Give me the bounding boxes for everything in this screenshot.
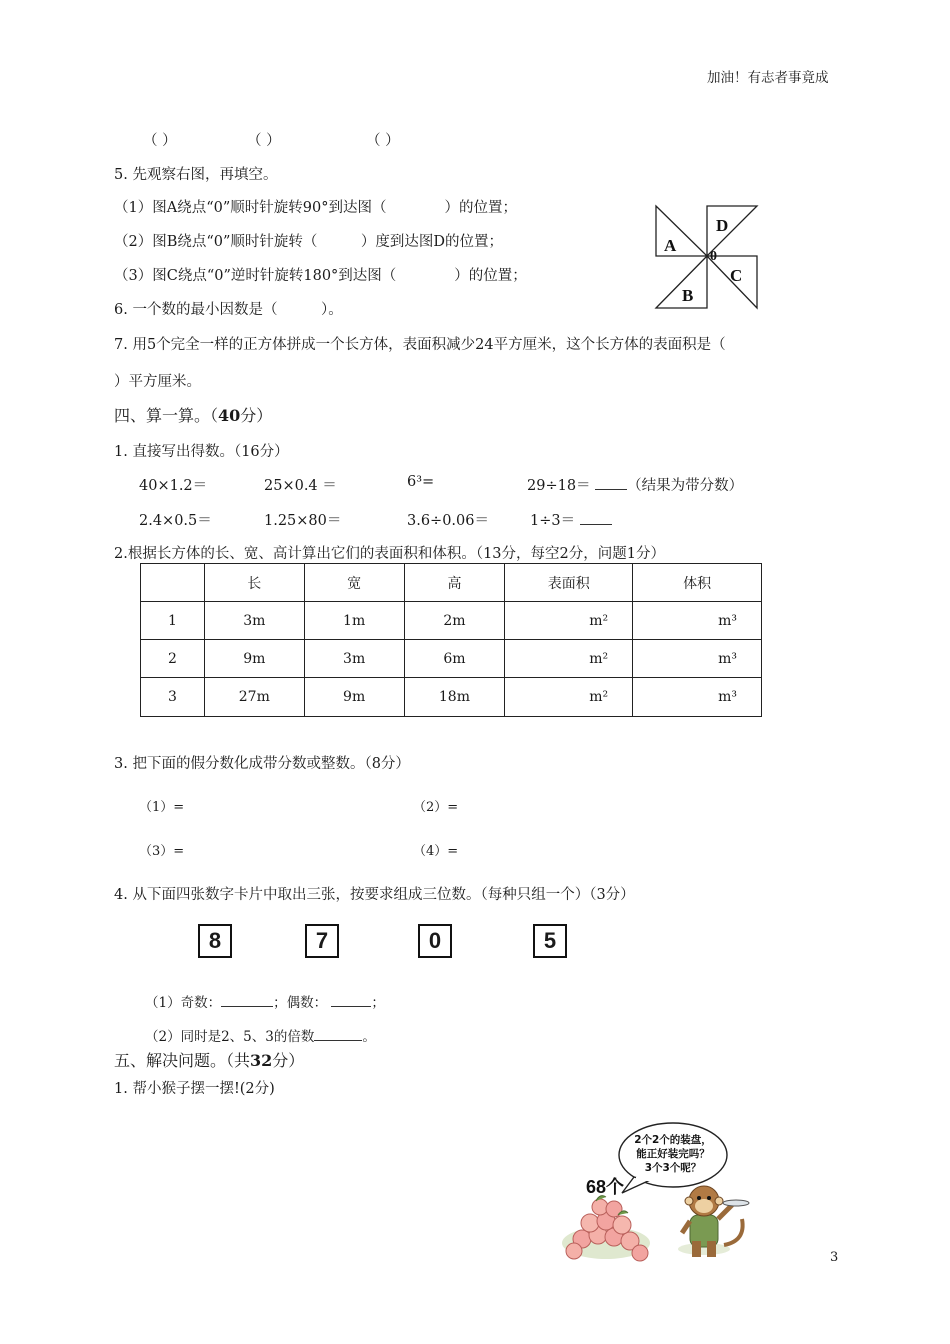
page-number: 3 <box>830 1250 839 1265</box>
row-index: 3 <box>141 678 205 717</box>
cuboid-table <box>140 563 762 717</box>
cuboid-title: 2.根据长方体的长、宽、高计算出它们的表面积和体积。（13分，每空2分，问题1分） <box>114 546 665 562</box>
surface-area-cell: m² <box>505 678 633 717</box>
odd-number-blank <box>221 994 273 1007</box>
multiple-blank <box>314 1028 362 1041</box>
header-cell: 宽 <box>304 564 404 602</box>
label-b: B <box>682 286 694 305</box>
table-row <box>141 640 762 678</box>
q6-text: 6. 一个数的最小因数是（ ）。 <box>114 302 343 318</box>
monkey-illustration <box>556 1115 766 1275</box>
cards-line-2: （2）同时是2、5、3的倍数 。 <box>145 1029 376 1045</box>
label-center: 0 <box>710 249 717 264</box>
calc-r1-4: 29÷18＝ （结果为带分数） <box>527 478 744 494</box>
q5-item-1: （1）图A绕点“0”顺时针旋转90°到达图（ ）的位置； <box>114 200 517 216</box>
calc-r2-1: 2.4×0.5＝ <box>139 513 212 529</box>
header-cell: 长 <box>204 564 304 602</box>
surface-area-cell: m² <box>505 602 633 640</box>
table-header-row <box>141 564 762 602</box>
row-index: 2 <box>141 640 205 678</box>
calc-r1-2: 25×0.4 ＝ <box>264 478 337 494</box>
height-cell: 6m <box>404 640 505 678</box>
volume-cell: m³ <box>633 640 762 678</box>
fraction-item-2: （2）= <box>413 800 459 815</box>
calc-title: 1. 直接写出得数。（16分） <box>114 444 289 460</box>
bubble-line-3: 3个3个呢？ <box>644 1162 702 1174</box>
peach-pile <box>562 1196 650 1261</box>
answer-parens-2: （ ） <box>247 133 281 149</box>
surface-area-cell: m² <box>505 640 633 678</box>
cards-title: 4. 从下面四张数字卡片中取出三张，按要求组成三位数。（每种只组一个）（3分） <box>114 887 635 903</box>
pinwheel-figure <box>654 204 760 312</box>
header-cell: 体积 <box>633 564 762 602</box>
digit-card-7: 7 <box>305 924 339 958</box>
q5-title: 5. 先观察右图，再填空。 <box>114 167 278 183</box>
section-5-title: 五、解决问题。（共32分） <box>114 1051 305 1070</box>
length-cell: 9m <box>204 640 304 678</box>
q7-line1: 7. 用5个完全一样的正方体拼成一个长方体，表面积减少24平方厘米，这个长方体的表面积是（ <box>114 337 726 353</box>
row-index: 1 <box>141 602 205 640</box>
header-cell: 高 <box>404 564 505 602</box>
peach-count: 68个 <box>586 1177 625 1197</box>
width-cell: 9m <box>304 678 404 717</box>
calc-r2-3: 3.6÷0.06＝ <box>407 513 489 529</box>
volume-cell: m³ <box>633 602 762 640</box>
table-row <box>141 678 762 717</box>
height-cell: 18m <box>404 678 505 717</box>
label-a: A <box>664 236 677 255</box>
calc-r2-4: 1÷3＝ <box>530 509 612 530</box>
fraction-item-4: （4）= <box>413 844 459 859</box>
height-cell: 2m <box>404 602 505 640</box>
header-cell: 表面积 <box>505 564 633 602</box>
digit-card-0: 0 <box>418 924 452 958</box>
q5-item-2: （2）图B绕点“0”顺时针旋转（ ）度到达图D的位置； <box>114 234 504 250</box>
bubble-line-1: 2个2个的装盘， <box>634 1134 712 1146</box>
monkey-figure <box>678 1186 749 1257</box>
width-cell: 1m <box>304 602 404 640</box>
fraction-item-1: （1）= <box>139 800 185 815</box>
width-cell: 3m <box>304 640 404 678</box>
answer-parens-1: （ ） <box>143 133 177 149</box>
label-d: D <box>716 216 729 235</box>
bubble-line-2: 能正好装完吗？ <box>636 1148 710 1160</box>
cards-line-1: （1）奇数： ；偶数： ； <box>145 995 385 1011</box>
monkey-question-title: 1. 帮小猴子摆一摆!(2分) <box>114 1081 275 1097</box>
fraction-blank <box>580 512 612 525</box>
volume-cell: m³ <box>633 678 762 717</box>
section-4-title: 四、算一算。（40分） <box>114 406 273 425</box>
label-c: C <box>730 266 743 285</box>
fractions-title: 3. 把下面的假分数化成带分数或整数。（8分） <box>114 756 410 772</box>
answer-parens-3: （ ） <box>366 133 400 149</box>
length-cell: 27m <box>204 678 304 717</box>
digit-card-8: 8 <box>198 924 232 958</box>
fraction-item-3: （3）= <box>139 844 185 859</box>
calc-r1-1: 40×1.2＝ <box>139 478 208 494</box>
length-cell: 3m <box>204 602 304 640</box>
q7-line2: ）平方厘米。 <box>114 374 201 390</box>
q5-item-3: （3）图C绕点“0”逆时针旋转180°到达图（ ）的位置； <box>114 268 527 284</box>
digit-card-5: 5 <box>533 924 567 958</box>
calc-r1-3: 6³= <box>407 474 435 490</box>
calc-r2-2: 1.25×80＝ <box>264 513 342 529</box>
table-row <box>141 602 762 640</box>
even-number-blank <box>331 994 371 1007</box>
header-cell <box>141 564 205 602</box>
mixed-number-blank <box>595 477 627 490</box>
header-motto: 加油！有志者事竟成 <box>707 70 829 86</box>
